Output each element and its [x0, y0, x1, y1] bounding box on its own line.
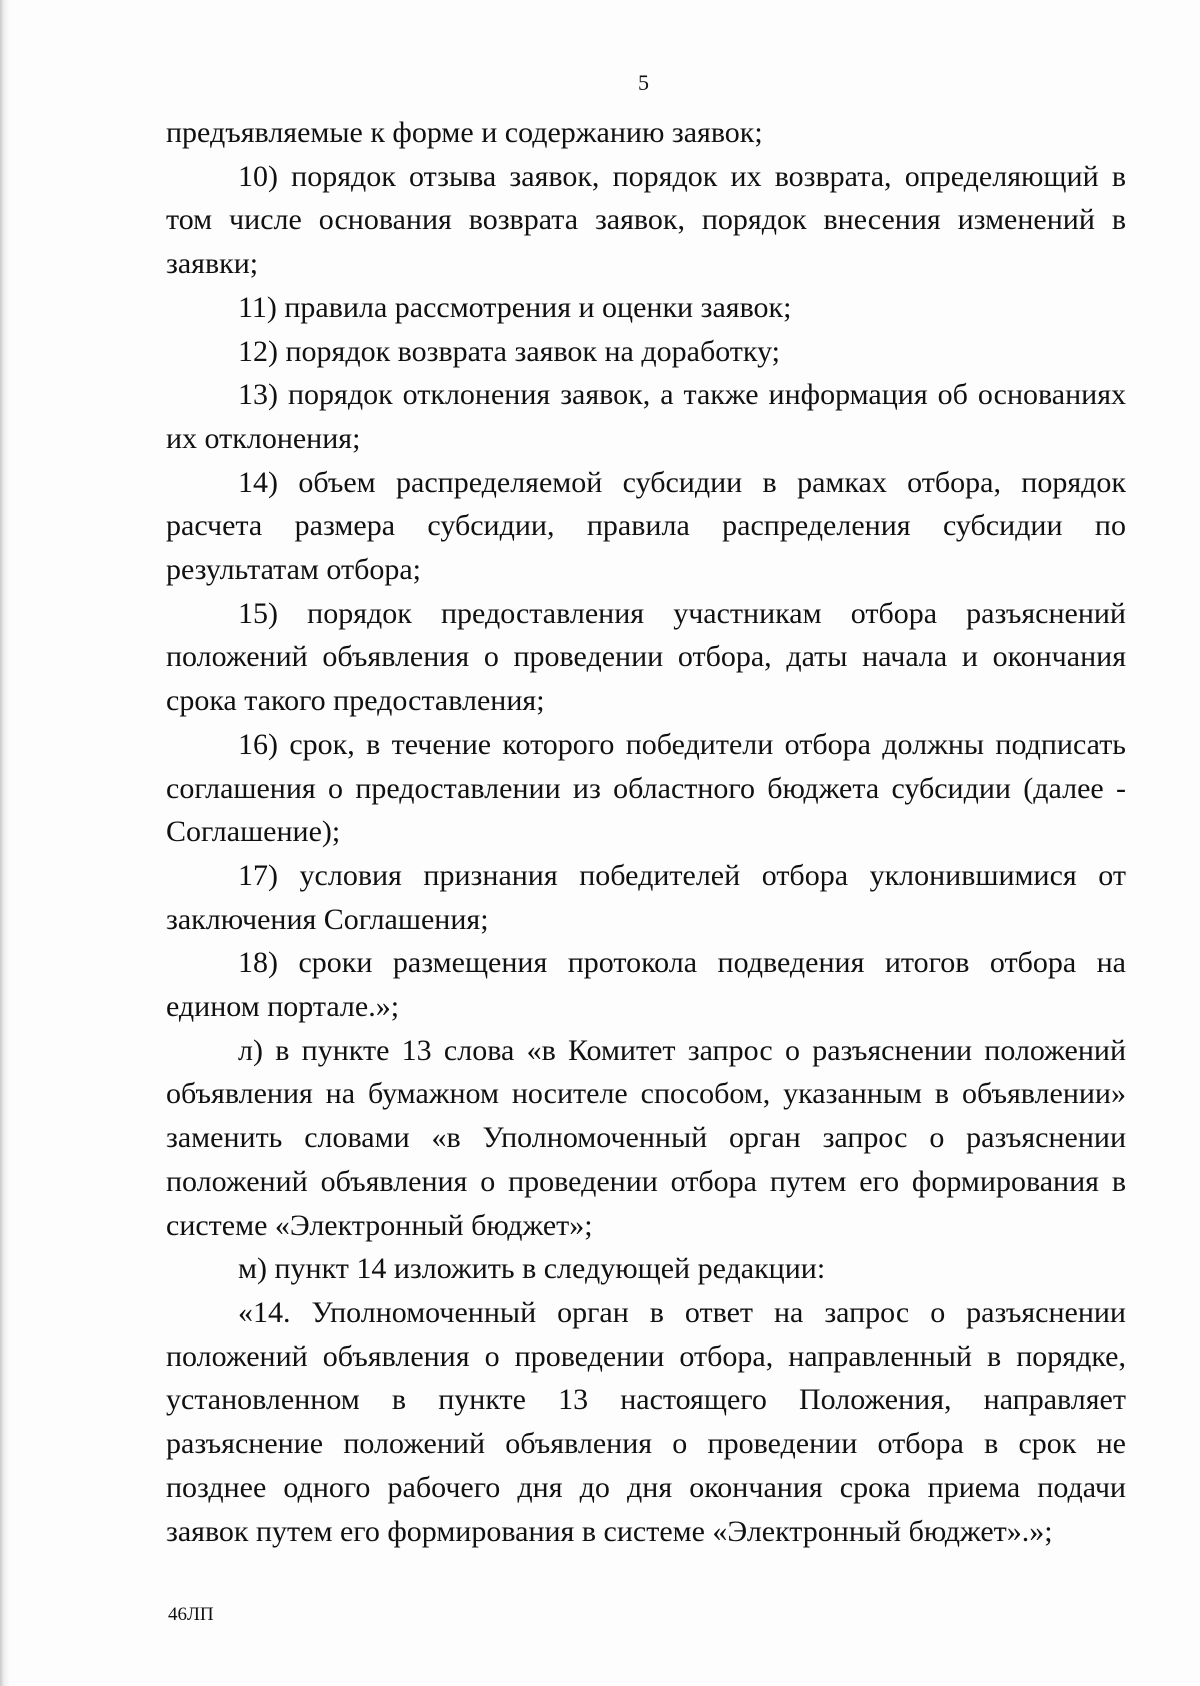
paragraph-continuation: предъявляемые к форме и содержанию заявок;: [166, 116, 763, 149]
paragraph-amendment-l: л) в пункте 13 слова «в Комитет запрос о разъяснении положений объявления на бумажном носителе способом, указанным в объявлении» заменить словами «в Уполномоченный орган запрос о разъяснении положений объявления о проведении отбора путем его формирования в системе «Электронный бюджет»;: [166, 1033, 1126, 1242]
page-number: 5: [638, 70, 649, 95]
paragraph-item-14: 14) объем распределяемой субсидии в рамках отбора, порядок расчета размера субсидии, правила распределения субсидии по результатам отбора;: [166, 465, 1126, 587]
document-code: 46ЛП: [168, 1604, 214, 1625]
scan-edge: [0, 0, 10, 1686]
paragraph-item-11: 11) правила рассмотрения и оценки заявок;: [238, 290, 792, 324]
paragraph-item-16: 16) срок, в течение которого победители отбора должны подписать соглашения о предоставлении из областного бюджета субсидии (далее - Соглашение);: [166, 727, 1126, 849]
paragraph-item-10: 10) порядок отзыва заявок, порядок их возврата, определяющий в том числе основания возврата заявок, порядок внесения изменений в заявки;: [166, 159, 1126, 281]
paragraph-item-12: 12) порядок возврата заявок на доработку;: [238, 334, 781, 368]
paragraph-item-13: 13) порядок отклонения заявок, а также информация об основаниях их отклонения;: [166, 378, 1126, 455]
paragraph-item-15: 15) порядок предоставления участникам отбора разъяснений положений объявления о проведении отбора, даты начала и окончания срока такого предоставления;: [166, 596, 1126, 718]
paragraph-clause-14: «14. Уполномоченный орган в ответ на запрос о разъяснении положений объявления о проведении отбора, направленный в порядке, установленном в пункте 13 настоящего Положения, направляет разъяснение положений объявления о проведении отбора в срок не позднее одного рабочего дня до дня окончания срока приема подачи заявок путем его формирования в системе «Электронный бюджет».»;: [166, 1295, 1126, 1548]
document-body: [166, 111, 1126, 1553]
paragraph-amendment-m: м) пункт 14 изложить в следующей редакции:: [238, 1252, 826, 1286]
paragraph-item-17: 17) условия признания победителей отбора уклонившимися от заключения Соглашения;: [166, 858, 1126, 936]
paragraph-item-18: 18) сроки размещения протокола подведения итогов отбора на едином портале.»;: [166, 946, 1126, 1024]
